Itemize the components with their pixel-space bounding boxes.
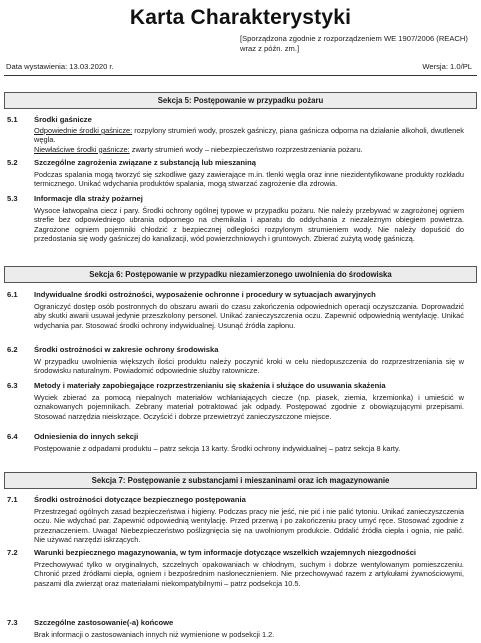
subsection-number: 7.3 — [7, 618, 18, 627]
subsection-body: Brak informacji o zastosowaniach innych niż wymienione w podsekcji 1.2. — [34, 630, 275, 639]
header-divider — [4, 75, 477, 76]
subsection-number: 6.2 — [7, 345, 18, 354]
subsection-body: W przypadku uwolnienia większych ilości produktu należy poczynić kroki w celu niedopuszczenia do rozprzestrzeniania się w środowisku naturalnym. Powiadomić odpowiednie służby ratownicze. — [34, 357, 464, 376]
subsection-number: 6.1 — [7, 290, 18, 299]
subsection-title: Środki gaśnicze — [34, 115, 92, 124]
subsection-body: Przestrzegać ogólnych zasad bezpieczeństwa i higieny. Podczas pracy nie jeść, nie pić i nie palić tytoniu. Unikać zanieczyszczenia oczu. Nie wdychać par. Zapewnić odpowiednią wentylację. Przed przerwą i po zakończeniu pracy umyć ręce. Stosować zgodnie z przeznaczeniem. Uwaga! Niebezpieczeństwo poślizgnięcia się na uwolnionym produkcie. Oddalić źródła ciepła i ognia, nie palić. Nie używać narzędzi iskrzących. — [34, 507, 464, 544]
subsection-number: 7.1 — [7, 495, 18, 504]
section-6-header: Sekcja 6: Postępowanie w przypadku niezamierzonego uwolnienia do środowiska — [4, 266, 477, 283]
subsection-number: 7.2 — [7, 548, 18, 557]
subsection-number: 6.4 — [7, 432, 18, 441]
subsection-title: Szczególne zagrożenia związane z substancją lub mieszaniną — [34, 158, 256, 167]
unsuitable-media-text: zwarty strumień wody – niebezpieczeństwo rozprzestrzeniania pożaru. — [129, 144, 363, 154]
subsection-number: 5.2 — [7, 158, 18, 167]
suitable-media-text: rozpylony strumień wody, proszek gaśniczy, piana gaśnicza odporna na działanie alkoholi, dwutlenek węgla. — [34, 126, 465, 145]
subsection-body: Przechowywać tylko w oryginalnych, szczelnych opakowaniach w chłodnym, suchym i dobrze wentylowanym pomieszczeniu. Chronić przed źródłami ciepła, ogniem i bezpośrednim nasłonecznieniem. Nie przechowywać razem z artykułami żywnościowymi, paszami dla zwierząt oraz materiałami niekompatybilnymi – patrz podsekcja 10.5. — [34, 560, 464, 588]
subsection-body: Podczas spalania mogą tworzyć się szkodliwe gazy zawierające m.in. tlenki węgla oraz inne niezidentyfikowane produkty rozkładu termicznego. Unikać wdychania produktów spalania, mogą stwarzać zagrożenie dla zdrowia. — [34, 170, 464, 189]
subsection-body: Postępowanie z odpadami produktu – patrz sekcja 13 karty. Środki ochrony indywidualnej – patrz sekcja 8 karty. — [34, 444, 401, 453]
subsection-body: Wyciek zbierać za pomocą niepalnych materiałów wchłaniających ciecze (np. piasek, ziemia, krzemionka) i umieścić w oznakowanych pojemnikach. Zebrany materiał potraktować jak odpady. Postępować zgodnie z obowiązującymi przepisami. Stosować narzędzia nieiskrzące. Oczyścić i dobrze przewietrzyć zanieczyszczone miejsce. — [34, 393, 464, 421]
unsuitable-media-label: Niewłaściwe środki gaśnicze: — [34, 144, 130, 154]
subsection-title: Szczególne zastosowanie(-a) końcowe — [34, 618, 174, 627]
subsection-title: Odniesienia do innych sekcji — [34, 432, 139, 441]
section-5-header: Sekcja 5: Postępowanie w przypadku pożaru — [4, 92, 477, 109]
issue-date: Data wystawienia: 13.03.2020 r. — [6, 62, 114, 71]
subsection-title: Metody i materiały zapobiegające rozprzestrzenianiu się skażenia i służące do usuwania skażenia — [34, 381, 386, 390]
subsection-number: 5.3 — [7, 194, 18, 203]
document-title: Karta Charakterystyki — [129, 6, 352, 29]
subsection-title: Indywidualne środki ostrożności, wyposażenie ochronne i procedury w sytuacjach awaryjnych — [34, 290, 376, 299]
section-7-header: Sekcja 7: Postępowanie z substancjami i mieszaninami oraz ich magazynowanie — [4, 472, 477, 489]
subsection-body: Ograniczyć dostęp osób postronnych do obszaru awarii do czasu zakończenia odpowiednich operacji oczyszczania. Doprowadzić aby skutki awarii usuwał jedynie przeszkolony personel. Unikać zanieczyszczenia oczu. Zapewnić odpowiednią wentylację. Unikać wdychania par. Stosować środki ochrony indywidualnej. Usunąć źródła zapłonu. — [34, 302, 464, 330]
subsection-title: Warunki bezpiecznego magazynowania, w tym informacje dotyczące wszelkich wzajemnych niezgodności — [34, 548, 417, 557]
subsection-title: Środki ostrożności dotyczące bezpiecznego postępowania — [34, 495, 246, 504]
subsection-body — [34, 126, 464, 154]
subsection-number: 6.3 — [7, 381, 18, 390]
subsection-body: Wysoce łatwopalna ciecz i pary. Środki ochrony ogólnej typowe w przypadku pożaru. Nie należy przebywać w zagrożonej ogniem strefie bez odpowiedniego ubrania odpornego na chemikalia i aparatu do oddychania z niezależnym obiegiem powietrza. Zagrożone ogniem pojemniki chłodzić z bezpiecznej odległości rozpylonym strumieniem wody. Nie należy dopuścić do przedostania się wody gaśniczej do kanalizacji, wód powierzchniowych i gruntowych. Zbierać zużytą wodę gaśniczą. — [34, 206, 464, 243]
version-label: Wersja: 1.0/PL — [422, 62, 472, 71]
subsection-title: Informacje dla straży pożarnej — [34, 194, 143, 203]
subsection-title: Środki ostrożności w zakresie ochrony środowiska — [34, 345, 219, 354]
suitable-media-label: Odpowiednie środki gaśnicze: — [34, 126, 133, 135]
subsection-number: 5.1 — [7, 115, 18, 124]
regulation-note: [Sporządzona zgodnie z rozporządzeniem WE 1907/2006 (REACH) wraz z późn. zm.] — [240, 34, 468, 53]
